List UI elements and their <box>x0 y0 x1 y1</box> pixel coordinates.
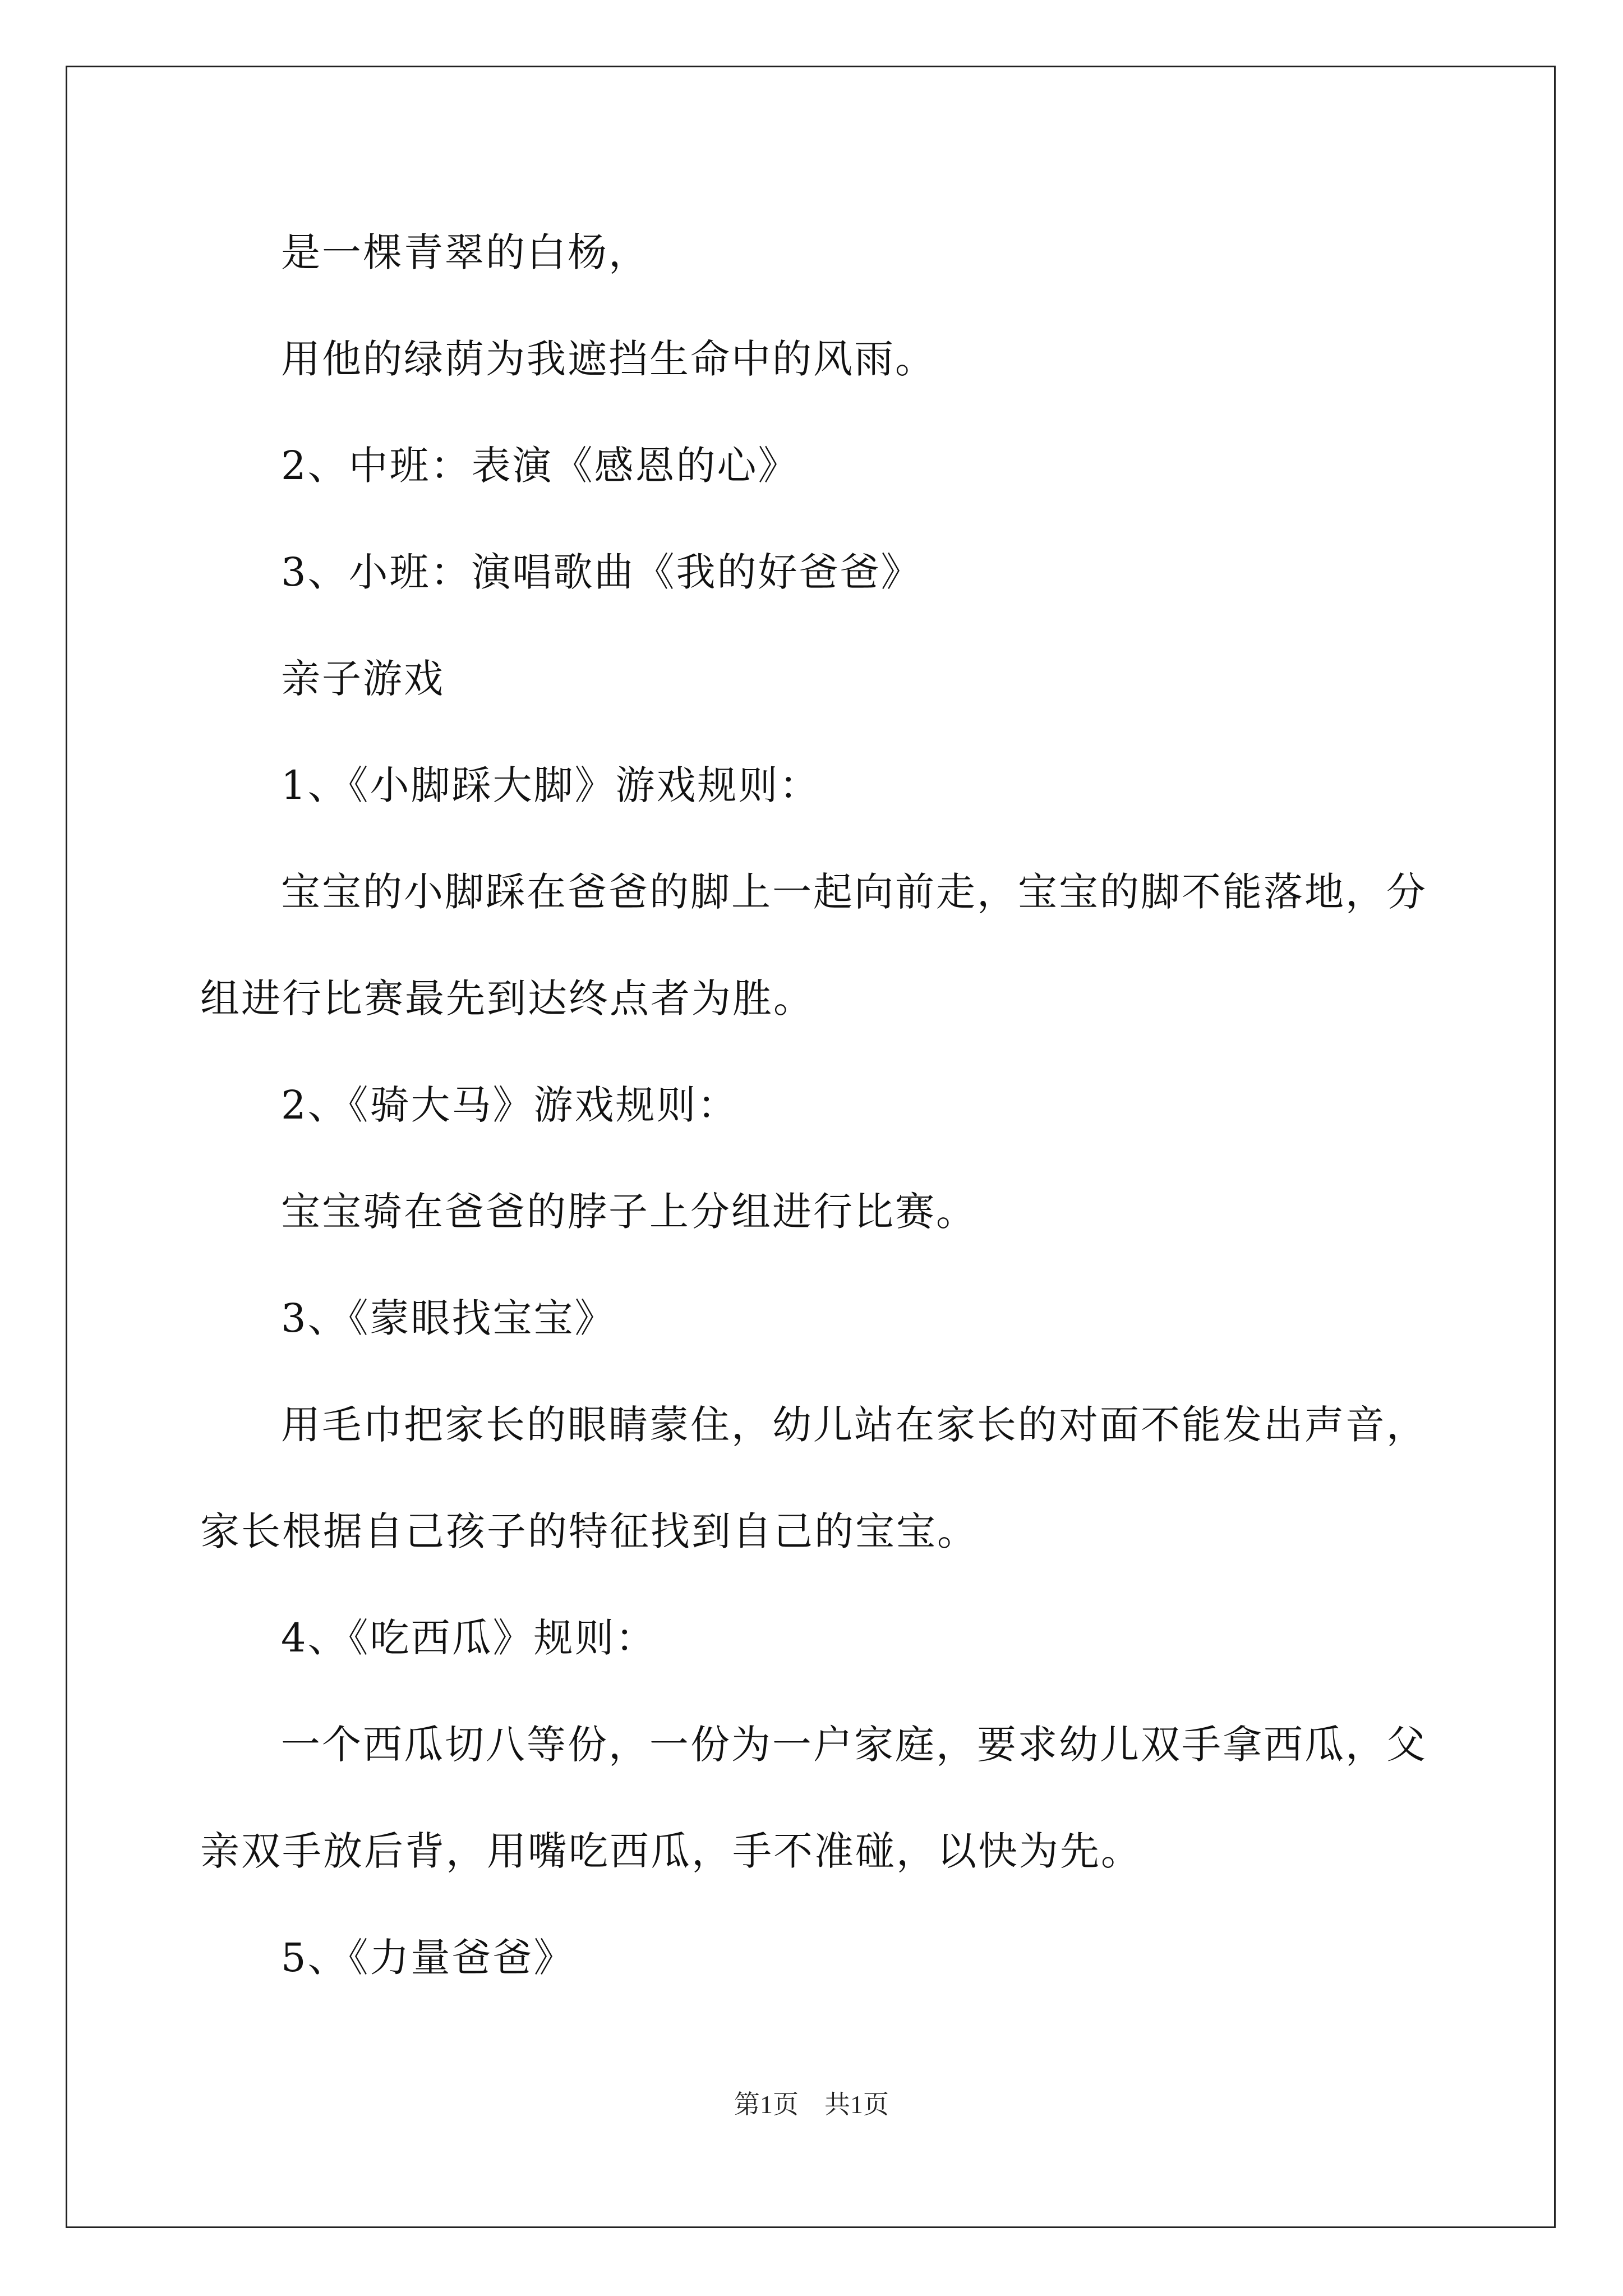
list-item-heading: 3、《蒙眼找宝宝》 <box>281 1295 616 1341</box>
page-number-footer: 第1页 共1页 <box>734 2090 889 2119</box>
paragraph-line: 是一棵青翠的白杨， <box>281 229 649 275</box>
list-item-heading: 3、小班：演唱歌曲《我的好爸爸》 <box>281 549 922 595</box>
paragraph-line: 亲双手放后背，用嘴吃西瓜，手不准碰，以快为先。 <box>200 1828 1142 1874</box>
list-item-heading: 2、中班：表演《感恩的心》 <box>281 443 799 489</box>
list-item-heading: 4、《吃西瓜》规则： <box>281 1615 657 1661</box>
section-heading: 亲子游戏 <box>281 656 445 702</box>
list-item-heading: 5、《力量爸爸》 <box>281 1935 575 1981</box>
list-item-heading: 1、《小脚踩大脚》游戏规则： <box>281 762 820 808</box>
paragraph-line: 用他的绿荫为我遮挡生命中的风雨。 <box>281 336 936 382</box>
paragraph-line: 家长根据自己孩子的特征找到自己的宝宝。 <box>200 1508 978 1554</box>
paragraph-line: 宝宝骑在爸爸的脖子上分组进行比赛。 <box>281 1189 977 1235</box>
list-item-heading: 2、《骑大马》游戏规则： <box>281 1082 739 1128</box>
paragraph-line: 宝宝的小脚踩在爸爸的脚上一起向前走，宝宝的脚不能落地，分 <box>281 869 1427 915</box>
paragraph-line: 组进行比赛最先到达终点者为胜。 <box>200 976 814 1022</box>
paragraph-line: 用毛巾把家长的眼睛蒙住，幼儿站在家长的对面不能发出声音， <box>281 1402 1427 1448</box>
paragraph-line: 一个西瓜切八等份，一份为一户家庭，要求幼儿双手拿西瓜，父 <box>281 1722 1427 1768</box>
